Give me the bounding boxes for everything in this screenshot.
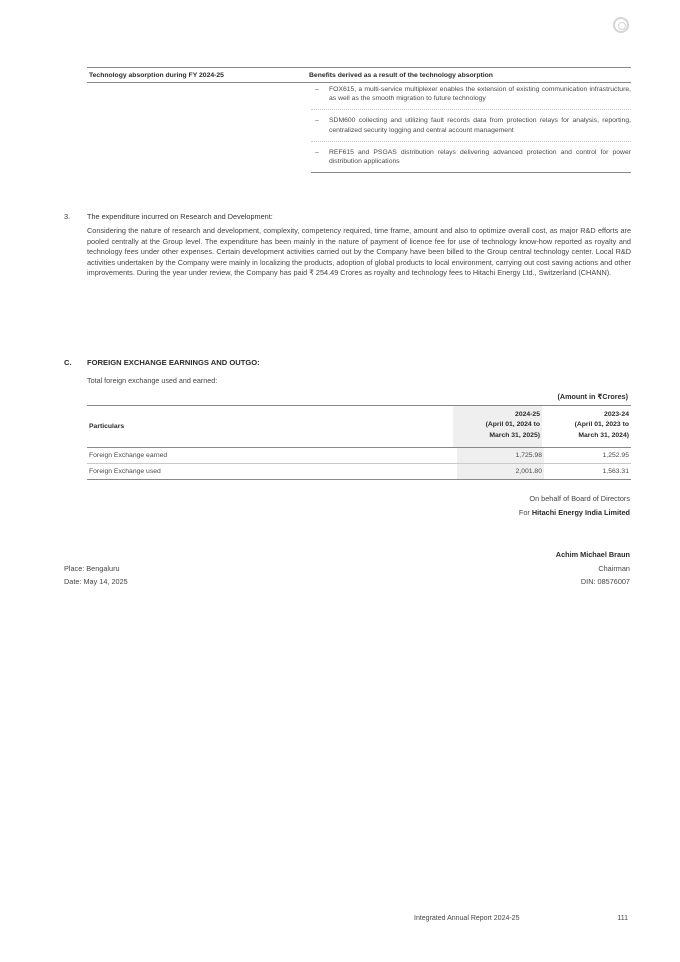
technology-table-header — [87, 67, 631, 83]
section-title: The expenditure incurred on Research and Development: — [87, 212, 273, 221]
signatory-name: Achim Michael Braun — [555, 550, 630, 559]
tech-benefit-item: – SDM600 collecting and utilizing fault records data from protection relays for analysis, reporting, centralized security logging and central account management — [311, 114, 631, 141]
tech-header-col2: Benefits derived as a result of the technology absorption — [309, 71, 493, 79]
place-line: Place: Bengaluru — [64, 564, 120, 573]
row-value-previous: 1,563.31 — [602, 468, 629, 475]
row-label: Foreign Exchange earned — [89, 452, 168, 459]
footer-report-title: Integrated Annual Report 2024-25 — [414, 915, 520, 922]
table-row — [87, 464, 631, 480]
amount-unit-note: (Amount in ₹Crores) — [557, 392, 628, 401]
row-value-current: 1,725.98 — [457, 448, 544, 463]
technology-table — [87, 67, 631, 173]
tech-benefit-item: – FOX615, a multi-service multiplexer enables the extension of existing communication infrastructure, as well as the smooth migration to future technology — [311, 83, 631, 110]
forex-table — [87, 405, 631, 480]
section-number: 3. — [64, 212, 71, 221]
company-logo-icon — [613, 17, 629, 33]
signatory-din: DIN: 08576007 — [580, 577, 630, 586]
row-value-previous: 1,252.95 — [602, 452, 629, 459]
tech-header-col1: Technology absorption during FY 2024-25 — [89, 71, 224, 79]
section-subtitle: Total foreign exchange used and earned: — [87, 376, 218, 385]
section-number: C. — [64, 358, 72, 367]
year-header-previous: 2023-24 (April 01, 2023 to March 31, 2024) — [574, 411, 629, 439]
company-name: Hitachi Energy India Limited — [531, 508, 630, 517]
signatory-role: Chairman — [598, 564, 630, 573]
forex-table-header — [87, 405, 631, 448]
on-behalf-line: On behalf of Board of Directors — [529, 494, 630, 503]
page-number: 111 — [617, 915, 628, 922]
company-line: For Hitachi Energy India Limited — [518, 508, 630, 517]
tech-benefit-item: – REF615 and PSGAS distribution relays delivering advanced protection and control for power distribution applications — [311, 146, 631, 173]
row-label: Foreign Exchange used — [89, 468, 161, 475]
particulars-header: Particulars — [89, 423, 125, 430]
section-paragraph: Considering the nature of research and development, complexity, competency required, time frame, amount and also to optimize overall cost, as major R&D efforts are pooled centrally at the Group level. The expenditure has been mainly in the nature of payment of licence fee for use of technology know-how reported as royalty and technology fees under other expenses. Certain development activities carried out by the Company have been billed to the Group central technology center. Local R&D activities undertaken by the Company were mainly in localizing the products, adoption of global products to local environment, carrying out cost saving actions and other improvements. During the year under review, the Company has paid ₹ 254.49 Crores as royalty and technology fees to Hitachi Energy Ltd., Switzerland (CHANN). — [87, 226, 631, 278]
row-value-current: 2,001.80 — [457, 464, 544, 479]
section-title: FOREIGN EXCHANGE EARNINGS AND OUTGO: — [87, 358, 260, 367]
year-header-current: 2024-25 (April 01, 2024 to March 31, 2025) — [453, 406, 542, 447]
date-line: Date: May 14, 2025 — [64, 577, 128, 586]
table-row — [87, 448, 631, 464]
